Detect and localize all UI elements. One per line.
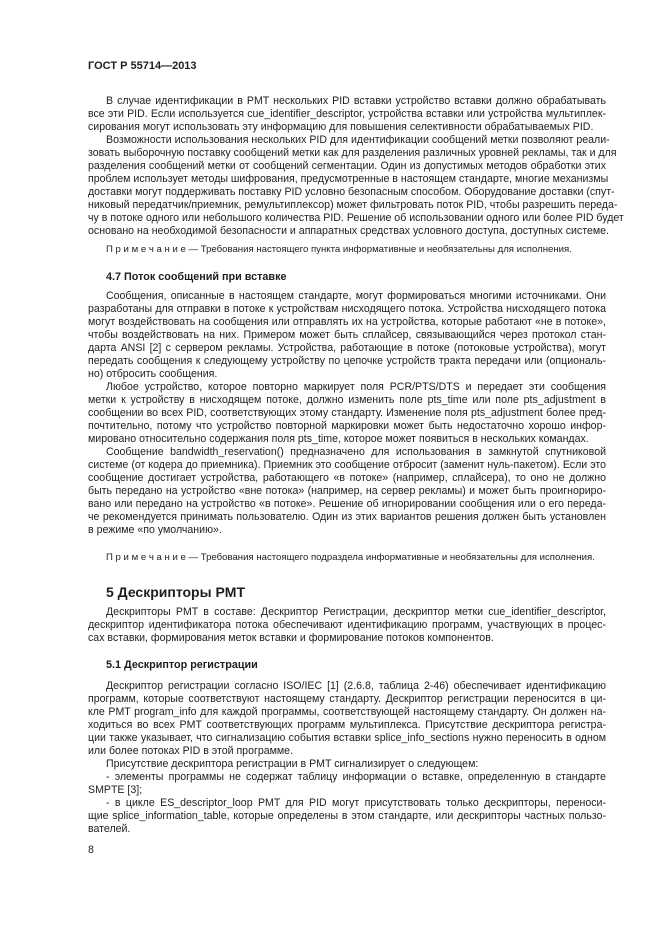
text-line: че рекомендуется принимать пользователю. Один из этих вариантов решения должен быть установлен xyxy=(88,511,606,523)
text-line: проблем использует методы шифрования, предусмотренные в настоящем стандарте, многие механизмы xyxy=(88,173,609,185)
text-line: Присутствие дескриптора регистрации в PMT сигнализирует о следующем: xyxy=(106,758,479,770)
text-line: - в цикле ES_descriptor_loop PMT для PID могут присутствовать только дескрипторы, переноси- xyxy=(106,797,606,809)
section-heading: 5 Дескрипторы PMT xyxy=(106,584,246,600)
text-block xyxy=(88,606,606,645)
text-line: сообщении во всех PID, соответствующих этому стандарту. Изменение поля pts_adjustment более пред- xyxy=(88,407,606,419)
text-line: системе (от кодера до приемника). Приемник это сообщение отбросит (заменит нуль-пакетом). Если это xyxy=(88,459,606,471)
text-line: в режиме «по умолчанию». xyxy=(88,524,222,536)
text-line: Сообщение bandwidth_reservation() предназначено для использования в замкнутой спутниковой xyxy=(106,446,606,458)
paragraph xyxy=(88,797,606,836)
paragraph xyxy=(88,290,606,381)
text-line: Возможности использования нескольких PID для идентификации сообщений метки позволяют реали- xyxy=(106,134,610,146)
text-line: никовый передатчик/приемник, ремультиплексор) может фильтровать поток PID, чтобы разрешить переда- xyxy=(88,199,618,211)
text-line: разработаны для отправки в потоке к устройствам нисходящего потока. Устройства нисходящего потока xyxy=(88,303,606,315)
text-line: чтобы воздействовать на них. Примером может быть сплайсер, связывающийся через протокол стан- xyxy=(88,329,606,341)
text-line: быть передано на устройство «вне потока» (например, на сервер рекламы) и может быть проигнориро- xyxy=(88,485,606,497)
text-line: мировано относительно содержания поля pts_time, которое может появиться в нескольких командах. xyxy=(88,433,589,445)
text-line: вано или передано на устройство «в потоке». Решение об игнорировании сообщения или о его переда- xyxy=(88,498,606,510)
text-line: Дескриптор регистрации согласно ISO/IEC [1] (2.6.8, таблица 2-46) обеспечивает идентификацию xyxy=(106,680,606,692)
text-line: сах вставки, формирования меток вставки и формирование потоков компонентов. xyxy=(88,632,494,644)
text-line: передать сообщения к следующему устройству по цепочке устройств тракта передачи или (опциональ- xyxy=(88,355,606,367)
text-line: SMPTE [3]; xyxy=(88,784,143,796)
paragraph xyxy=(88,758,606,771)
paragraph xyxy=(88,606,606,645)
text-line: доставки могут поддерживать поставку PID условно безопасным способом. Оборудование доставки (спут- xyxy=(88,186,615,198)
text-line: сообщение достигает устройства, работающего «в потоке» (например, сплайсера), то оно не должно xyxy=(88,472,606,484)
text-line: чу в потоке одного или небольшого количества PID. Решение об использовании одного или более PID будет xyxy=(88,212,624,224)
text-line: вателей. xyxy=(88,823,131,835)
text-line: разделения сообщений метки от сообщений сегментации. Один из допустимых методов обработки этих xyxy=(88,160,606,172)
paragraph xyxy=(88,680,606,758)
text-block xyxy=(88,290,606,537)
text-line: дарта ANSI [2] с сервером рекламы. Устройства, работающие в потоке (потоковые устройства), могут xyxy=(88,342,606,354)
text-block xyxy=(88,95,624,238)
text-line: - элементы программы не содержат таблицу информации о вставке, определенную в стандарте xyxy=(106,771,606,783)
text-line: Сообщения, описанные в настоящем стандарте, могут формироваться многими источниками. Они xyxy=(106,290,606,302)
paragraph xyxy=(88,381,606,446)
text-line: Любое устройство, которое повторно маркирует поля PCR/PTS/DTS и передает эти сообщения xyxy=(106,381,606,393)
text-block xyxy=(88,680,606,836)
text-line: зовать выборочную поставку сообщений метки как для разделения различных уровней рекламы, так и для xyxy=(88,147,617,159)
text-line: метки к устройству в нисходящем потоке, должно изменить поле pts_time или поле pts_adjustment в xyxy=(88,394,606,406)
text-line: могут воздействовать на сообщения или отправлять их на устройства, которые работают «не в потоке», xyxy=(88,316,606,328)
text-line: почтительно, потому что устройство повторной маркировки может быть недостаточно хорошо инфор- xyxy=(88,420,606,432)
paragraph xyxy=(88,95,606,134)
text-line: ходиться во всех PMT соответствующих программ мультиплекса. Присутствие дескриптора регистра- xyxy=(88,719,606,731)
document-header: ГОСТ Р 55714—2013 xyxy=(88,60,197,72)
section-heading: 4.7 Поток сообщений при вставке xyxy=(106,271,287,283)
section-heading: 5.1 Дескриптор регистрации xyxy=(106,659,258,671)
text-line: сирования могут использовать эту информацию для повышения селективности обрабатываемых PID. xyxy=(88,121,594,133)
note: П р и м е ч а н и е — Требования настоящего пункта информативные и необязательны для исполнения. xyxy=(106,244,572,255)
paragraph xyxy=(88,134,624,238)
text-line: но) отбросить сообщения. xyxy=(88,368,218,380)
text-line: основано на необходимой безопасности и аппаратных средствах условного доступа, доступных системе. xyxy=(88,225,609,237)
text-line: дескриптор идентификатора потока обеспечивают идентификацию программ, участвующих в процес- xyxy=(88,619,606,631)
paragraph xyxy=(88,771,606,797)
text-line: щие splice_information_table, которые определены в этом стандарте, или дескрипторы частных пользо- xyxy=(88,810,606,822)
text-line: Дескрипторы PMT в составе: Дескриптор Регистрации, дескриптор метки cue_identifier_descriptor, xyxy=(106,606,606,618)
page-number: 8 xyxy=(88,844,94,856)
paragraph xyxy=(88,446,606,537)
text-line: или более потоках PID в этой программе. xyxy=(88,745,294,757)
text-line: все эти PID. Если используется cue_identifier_descriptor, устройства вставки или устройства мультиплек- xyxy=(88,108,606,120)
note: П р и м е ч а н и е — Требования настоящего подраздела информативные и необязательны для исполнения. xyxy=(106,552,595,563)
text-line: программ, которые соответствуют настоящему стандарту. Дескриптор регистрации переносится в ци- xyxy=(88,693,606,705)
text-line: В случае идентификации в PMT нескольких PID вставки устройство вставки должно обрабатывать xyxy=(106,95,606,107)
text-line: кле PMT program_info для каждой программы, соответствующей настоящему стандарту. Он должен на- xyxy=(88,706,606,718)
text-line: ции также указывает, что сигнализацию события вставки splice_info_sections нужно переносить в одном xyxy=(88,732,606,744)
